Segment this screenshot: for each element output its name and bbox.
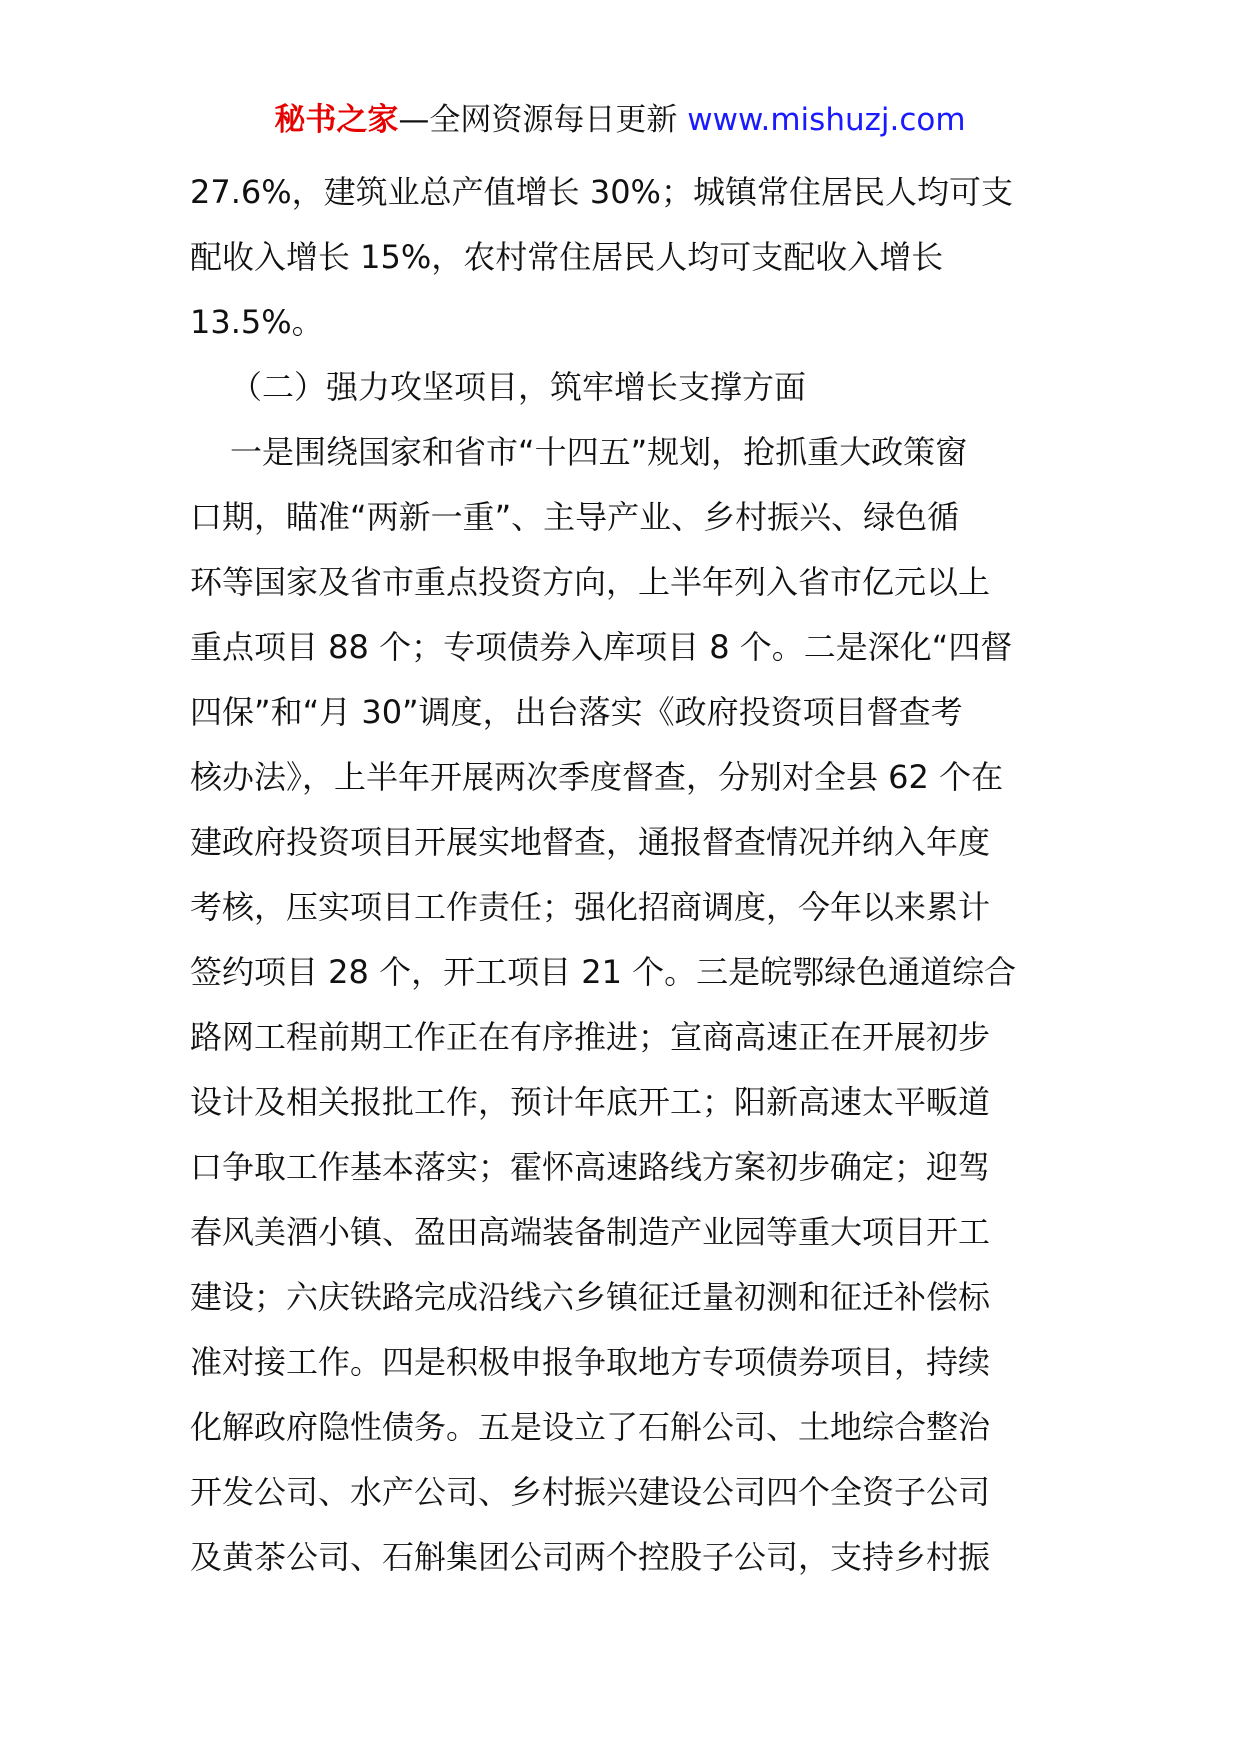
text-line: 27.6%，建筑业总产值增长 30%；城镇常住居民人均可支 bbox=[190, 173, 1013, 211]
page-header bbox=[0, 100, 1240, 140]
text-line: 开发公司、水产公司、乡村振兴建设公司四个全资子公司 bbox=[190, 1473, 991, 1511]
text-line: 准对接工作。四是积极申报争取地方专项债券项目，持续 bbox=[190, 1343, 991, 1381]
text-line: 口争取工作基本落实；霍怀高速路线方案初步确定；迎驾 bbox=[190, 1148, 991, 1186]
text-line: 四保”和“月 30”调度，出台落实《政府投资项目督查考 bbox=[190, 693, 963, 731]
text-line: 签约项目 28 个，开工项目 21 个。三是皖鄂绿色通道综合 bbox=[190, 953, 1017, 991]
document-body bbox=[190, 160, 1070, 1590]
text-line: 配收入增长 15%，农村常住居民人均可支配收入增长 bbox=[190, 238, 944, 276]
text-line: 路网工程前期工作正在有序推进；宣商高速正在开展初步 bbox=[190, 1018, 991, 1056]
text-line: 核办法》，上半年开展两次季度督查，分别对全县 62 个在 bbox=[190, 758, 1004, 796]
text-line: 化解政府隐性债务。五是设立了石斛公司、土地综合整治 bbox=[190, 1408, 991, 1446]
text-line: 设计及相关报批工作，预计年底开工；阳新高速太平畈道 bbox=[190, 1083, 991, 1121]
text-line: 建政府投资项目开展实地督查，通报督查情况并纳入年度 bbox=[190, 823, 991, 861]
text-line: 口期，瞄准“两新一重”、主导产业、乡村振兴、绿色循 bbox=[190, 498, 960, 536]
header-tagline: —全网资源每日更新 bbox=[398, 102, 678, 138]
text-line: 考核，压实项目工作责任；强化招商调度，今年以来累计 bbox=[190, 888, 991, 926]
text-line: 建设；六庆铁路完成沿线六乡镇征迁量初测和征迁补偿标 bbox=[190, 1278, 991, 1316]
text-line: 环等国家及省市重点投资方向，上半年列入省市亿元以上 bbox=[190, 563, 991, 601]
brand-name: 秘书之家 bbox=[274, 102, 399, 138]
text-line: 及黄茶公司、石斛集团公司两个控股子公司，支持乡村振 bbox=[190, 1538, 991, 1576]
website-link[interactable]: www.mishuzj.com bbox=[687, 102, 966, 138]
section-heading: （二）强力攻坚项目，筑牢增长支撑方面 bbox=[230, 368, 807, 406]
text-line: 春风美酒小镇、盈田高端装备制造产业园等重大项目开工 bbox=[190, 1213, 991, 1251]
text-line: 重点项目 88 个；专项债券入库项目 8 个。二是深化“四督 bbox=[190, 628, 1013, 666]
text-line: 一是围绕国家和省市“十四五”规划，抢抓重大政策窗 bbox=[230, 433, 968, 471]
text-line: 13.5%。 bbox=[190, 303, 324, 341]
